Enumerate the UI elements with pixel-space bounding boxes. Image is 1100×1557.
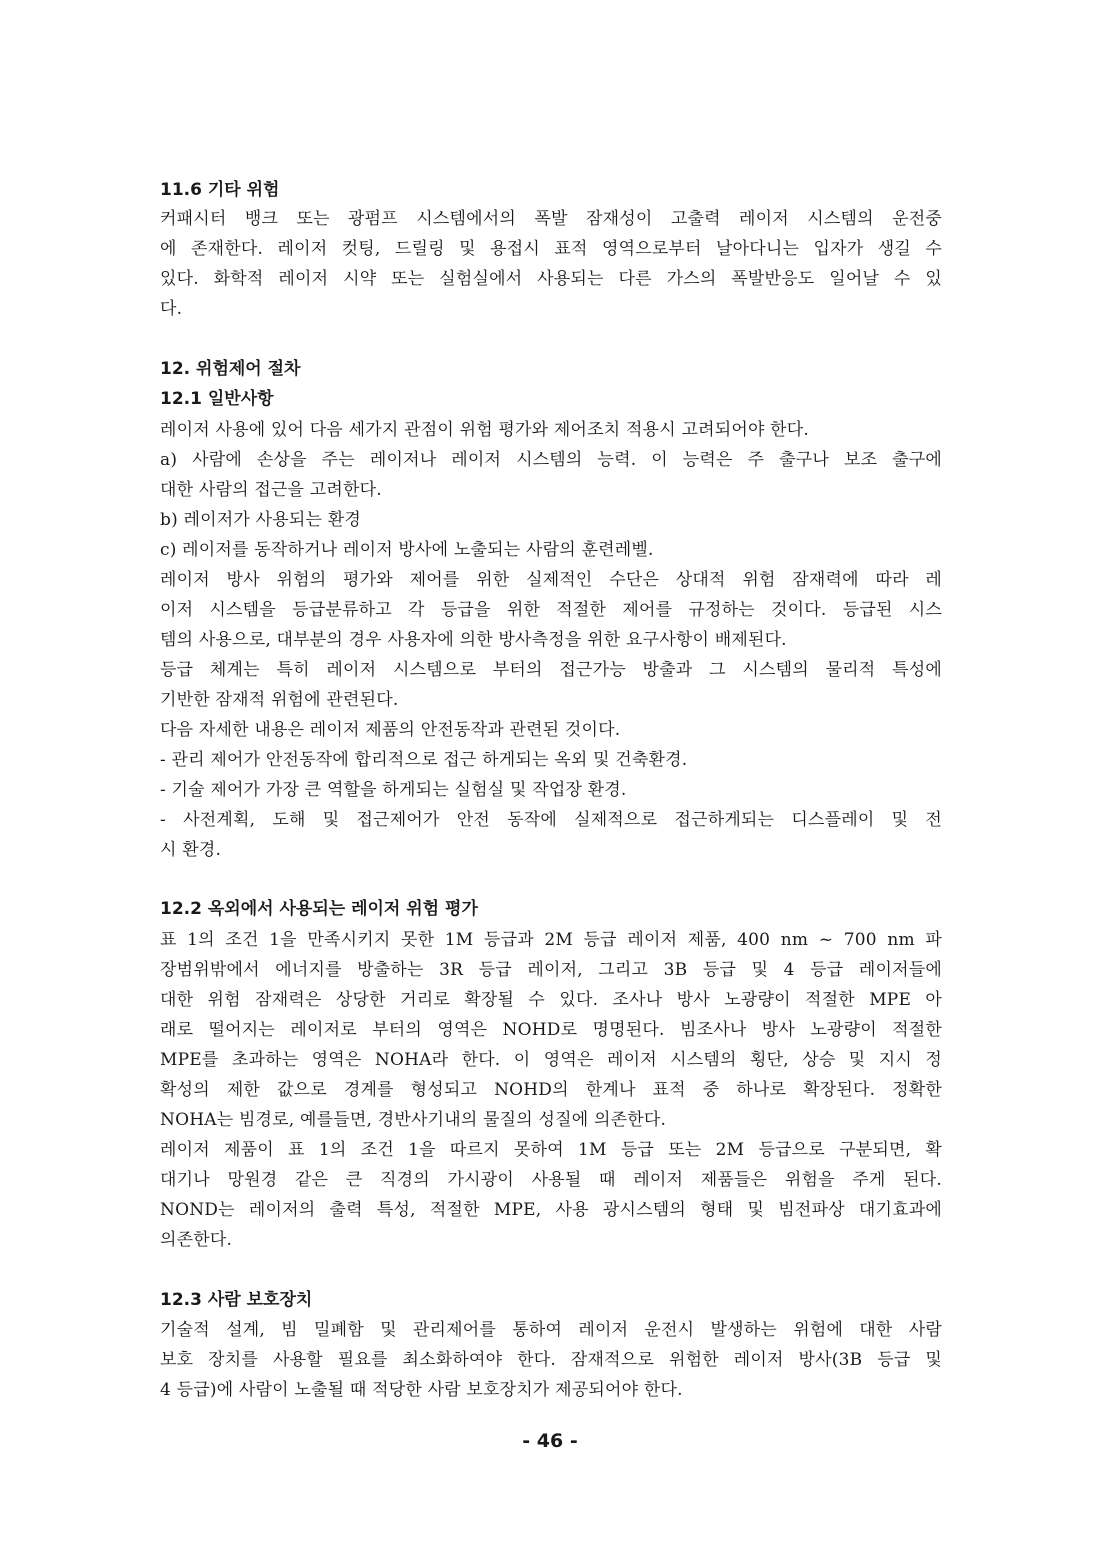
paragraph-line: 4 등급)에 사람이 노출될 때 적당한 사람 보호장치가 제공되어야 한다. <box>160 1380 683 1400</box>
dash-list-item: - 관리 제어가 안전동작에 합리적으로 접근 하게되는 옥외 및 건축환경. <box>160 750 688 770</box>
paragraph-line: 장범위밖에서 에너지를 방출하는 3R 등급 레이저, 그리고 3B 등급 및 4 등급 레이저들에 <box>160 960 942 980</box>
paragraph-line: 레이저 사용에 있어 다음 세가지 관점이 위험 평가와 제어조치 적용시 고려되어야 한다. <box>160 420 810 440</box>
paragraph-line: 커패시터 뱅크 또는 광펌프 시스템에서의 폭발 잠재성이 고출력 레이저 시스템의 운전중 <box>160 209 942 229</box>
paragraph-line: 레이저 방사 위험의 평가와 제어를 위한 실제적인 수단은 상대적 위험 잠재력에 따라 레 <box>160 570 942 590</box>
paragraph-line: 다. <box>160 299 183 319</box>
paragraph-line: 보호 장치를 사용할 필요를 최소화하여야 한다. 잠재적으로 위험한 레이저 방사(3B 등급 및 <box>160 1350 942 1370</box>
section-heading-11-6: 11.6 기타 위험 <box>160 180 280 200</box>
paragraph-line: 레이저 제품이 표 1의 조건 1을 따르지 못하여 1M 등급 또는 2M 등급으로 구분되면, 확 <box>160 1140 942 1160</box>
paragraph-line: 기반한 잠재적 위험에 관련된다. <box>160 690 399 710</box>
paragraph-line: 대한 위험 잠재력은 상당한 거리로 확장될 수 있다. 조사나 방사 노광량이 적절한 MPE 아 <box>160 990 942 1010</box>
paragraph-line: 의존한다. <box>160 1230 233 1250</box>
paragraph-line: 래로 떨어지는 레이저로 부터의 영역은 NOHD로 명명된다. 빔조사나 방사 노광량이 적절한 <box>160 1020 942 1040</box>
section-heading-12: 12. 위험제어 절차 <box>160 359 301 379</box>
section-heading-12-2: 12.2 옥외에서 사용되는 레이저 위험 평가 <box>160 899 478 919</box>
paragraph-line: 확성의 제한 값으로 경계를 형성되고 NOHD의 한계나 표적 중 하나로 확장된다. 정확한 <box>160 1080 942 1100</box>
dash-list-item: - 사전계획, 도해 및 접근제어가 안전 동작에 실제적으로 접근하게되는 디스플레이 및 전 <box>160 810 942 830</box>
section-heading-12-3: 12.3 사람 보호장치 <box>160 1290 313 1310</box>
paragraph-line: NOHA는 빔경로, 예를들면, 경반사기내의 물질의 성질에 의존한다. <box>160 1110 667 1130</box>
paragraph-line: 이저 시스템을 등급분류하고 각 등급을 위한 적절한 제어를 규정하는 것이다. 등급된 시스 <box>160 600 942 620</box>
paragraph-line: NOND는 레이저의 출력 특성, 적절한 MPE, 사용 광시스템의 형태 및 빔전파상 대기효과에 <box>160 1200 942 1220</box>
list-item-a-cont: 대한 사람의 접근을 고려한다. <box>160 480 382 500</box>
paragraph-line: MPE를 초과하는 영역은 NOHA라 한다. 이 영역은 레이저 시스템의 횡단, 상승 및 지시 정 <box>160 1050 942 1070</box>
paragraph-line: 템의 사용으로, 대부분의 경우 사용자에 의한 방사측정을 위한 요구사항이 배제된다. <box>160 630 787 650</box>
paragraph-line: 등급 체계는 특히 레이저 시스템으로 부터의 접근가능 방출과 그 시스템의 물리적 특성에 <box>160 660 942 680</box>
section-heading-12-1: 12.1 일반사항 <box>160 389 274 409</box>
list-item-a: a) 사람에 손상을 주는 레이저나 레이저 시스템의 능력. 이 능력은 주 출구나 보조 출구에 <box>160 450 942 470</box>
paragraph-line: 다음 자세한 내용은 레이저 제품의 안전동작과 관련된 것이다. <box>160 720 621 740</box>
paragraph-line: 있다. 화학적 레이저 시약 또는 실험실에서 사용되는 다른 가스의 폭발반응도 일어날 수 있 <box>160 269 942 289</box>
paragraph-line: 에 존재한다. 레이저 컷팅, 드릴링 및 용접시 표적 영역으로부터 날아다니는 입자가 생길 수 <box>160 239 942 259</box>
paragraph-line: 표 1의 조건 1을 만족시키지 못한 1M 등급과 2M 등급 레이저 제품, 400 nm ~ 700 nm 파 <box>160 930 942 950</box>
list-item-c: c) 레이저를 동작하거나 레이저 방사에 노출되는 사람의 훈련레벨. <box>160 540 654 560</box>
dash-list-item: - 기술 제어가 가장 큰 역할을 하게되는 실험실 및 작업장 환경. <box>160 780 627 800</box>
paragraph-line: 대기나 망원경 같은 큰 직경의 가시광이 사용될 때 레이저 제품들은 위험을 주게 된다. <box>160 1170 942 1190</box>
paragraph-line: 기술적 설계, 빔 밀폐함 및 관리제어를 통하여 레이저 운전시 발생하는 위험에 대한 사람 <box>160 1320 942 1340</box>
dash-list-item-cont: 시 환경. <box>160 840 222 860</box>
page-number: - 46 - <box>522 1430 578 1452</box>
list-item-b: b) 레이저가 사용되는 환경 <box>160 510 361 530</box>
